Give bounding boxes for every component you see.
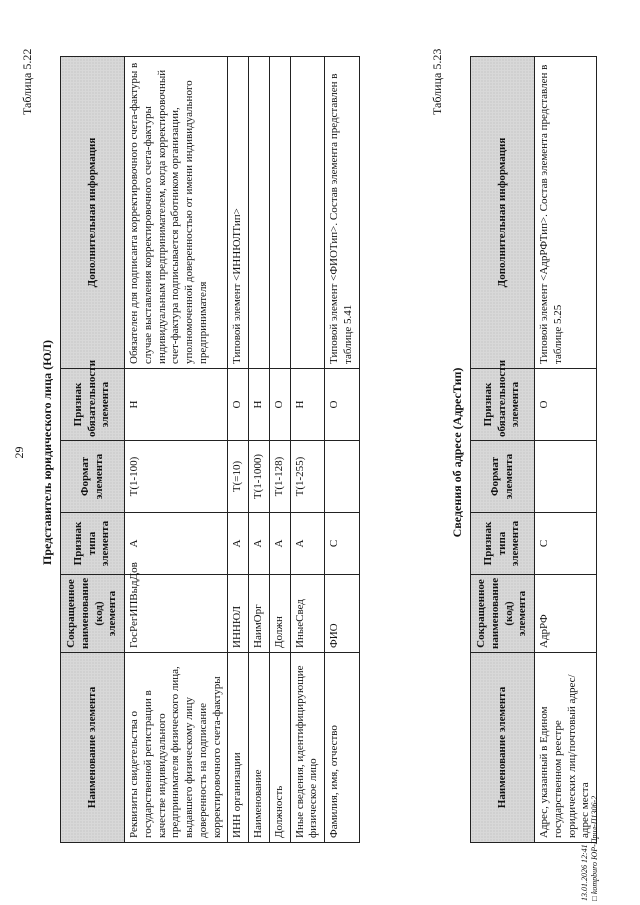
table1-header-code: Сокращенное наименование (код) элемента [61, 575, 125, 653]
table1-header-info: Дополнительная информация [61, 57, 125, 369]
table1-header-type: Признак типа элемента [61, 513, 125, 575]
cell-code: АдрРФ [535, 575, 597, 653]
cell-name: Реквизиты свидетельства о государственной регистрации в качестве индивидуального предпринимателя физического лица, выдавшего физическому лицу доверенность на подписание корректировочного счета-фактуры [125, 653, 228, 843]
table2-header-type: Признак типа элемента [471, 513, 535, 575]
table-row [325, 57, 360, 843]
cell-info: Типовой элемент <ИННЮЛТип> [228, 57, 249, 369]
table1-title: Представитель юридического лица (ЮЛ) [40, 340, 54, 565]
cell-info [269, 57, 290, 369]
table-row [228, 57, 249, 843]
table-row [269, 57, 290, 843]
cell-format: T(1-1000) [249, 441, 270, 513]
table2-header-info: Дополнительная информация [471, 57, 535, 369]
page-number: 29 [12, 446, 26, 459]
footer-doc-code: □ kompburo ЮР-Прил-П1306-2 [590, 795, 600, 901]
cell-required: О [535, 369, 597, 441]
footer-date: 13.01.2026 12:41 [580, 844, 589, 901]
table1-label: Таблица 5.22 [20, 48, 34, 115]
cell-code: ГосРегИПВыдДов [125, 575, 228, 653]
table2-title: Сведения об адресе (АдресТип) [450, 367, 464, 538]
cell-format [535, 441, 597, 513]
cell-required: Н [249, 369, 270, 441]
cell-type: А [249, 513, 270, 575]
cell-code: Должн [269, 575, 290, 653]
cell-format: T(=10) [228, 441, 249, 513]
cell-name: Должность [269, 653, 290, 843]
table-row [290, 57, 325, 843]
cell-format: T(1-128) [269, 441, 290, 513]
cell-code: ФИО [325, 575, 360, 653]
cell-info [290, 57, 325, 369]
table1 [60, 56, 360, 843]
cell-name: Адрес, указанный в Едином государственном реестре юридических лиц/почтовый адрес/адрес места [535, 653, 597, 843]
cell-info: Типовой элемент <АдрРФТип>. Состав элемента представлен в таблице 5.25 [535, 57, 597, 369]
cell-info: Обязателен для подписанта корректировочного счета-фактуры в случае выставления корректировочного счета-фактуры индивидуальным предпринимателем, когда корректировочный счет-фактура подписывается работником организации, уполномоченной доверенностью от имени индивидуального предпринимателя [125, 57, 228, 369]
table2-header-code: Сокращенное наименование (код) элемента [471, 575, 535, 653]
cell-required: Н [125, 369, 228, 441]
cell-info: Типовой элемент <ФИОТип>. Состав элемента представлен в таблице 5.41 [325, 57, 360, 369]
table-row [125, 57, 228, 843]
cell-name: Иные сведения, идентифицирующие физическое лицо [290, 653, 325, 843]
cell-required: О [269, 369, 290, 441]
table2-header-required: Признак обязательности элемента [471, 369, 535, 441]
cell-info [249, 57, 270, 369]
cell-required: О [325, 369, 360, 441]
cell-name: Фамилия, имя, отчество [325, 653, 360, 843]
cell-required: О [228, 369, 249, 441]
cell-type: С [535, 513, 597, 575]
table1-header-required: Признак обязательности элемента [61, 369, 125, 441]
cell-type: С [325, 513, 360, 575]
cell-format [325, 441, 360, 513]
table1-header-row [61, 57, 125, 843]
table1-header-format: Формат элемента [61, 441, 125, 513]
cell-required: Н [290, 369, 325, 441]
cell-format: T(1-100) [125, 441, 228, 513]
cell-type: А [290, 513, 325, 575]
table2-header-format: Формат элемента [471, 441, 535, 513]
footer-stamp [580, 761, 601, 901]
cell-type: А [269, 513, 290, 575]
table-row [535, 57, 597, 843]
table2 [470, 56, 597, 843]
table2-header-name: Наименование элемента [471, 653, 535, 843]
cell-name: ИНН организации [228, 653, 249, 843]
table-row [249, 57, 270, 843]
table2-label: Таблица 5.23 [430, 48, 444, 115]
cell-code: ИныеСвед [290, 575, 325, 653]
cell-code: ИННЮЛ [228, 575, 249, 653]
cell-code: НаимОрг [249, 575, 270, 653]
cell-type: А [125, 513, 228, 575]
cell-name: Наименование [249, 653, 270, 843]
table1-header-name: Наименование элемента [61, 653, 125, 843]
cell-format: T(1-255) [290, 441, 325, 513]
cell-type: А [228, 513, 249, 575]
table2-header-row [471, 57, 535, 843]
